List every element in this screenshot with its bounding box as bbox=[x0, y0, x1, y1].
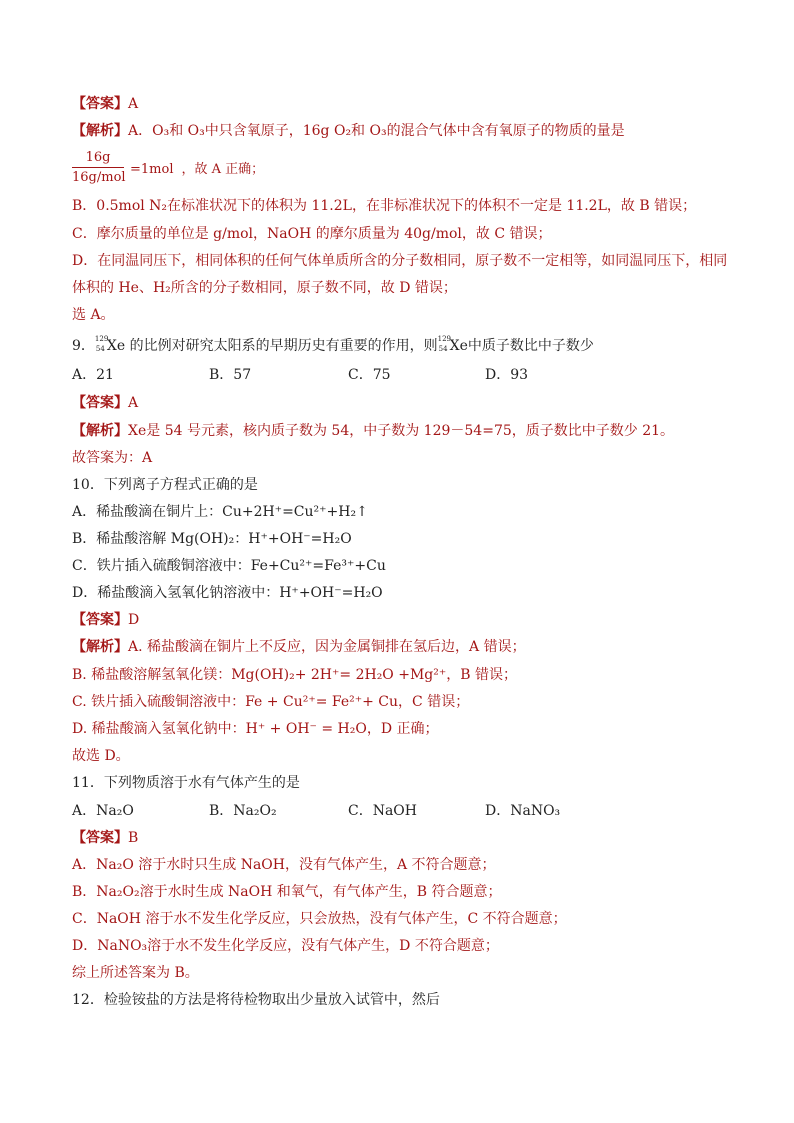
option-d: D．NaNO₃ bbox=[485, 803, 561, 819]
fraction-denominator: 16g/mol bbox=[72, 170, 126, 185]
question-text-2: 中质子数比中子数少 bbox=[467, 338, 594, 354]
q9-question bbox=[72, 336, 594, 356]
q10-analysis-d: D. 稀盐酸滴入氢氧化钠中：H⁺ + OH⁻ = H₂O，D 正确； bbox=[72, 721, 439, 737]
q11-analysis-d: D．NaNO₃溶于水不发生化学反应，没有气体产生，D 不符合题意； bbox=[72, 938, 499, 954]
analysis-text: A．O₃和 O₃中只含氧原子，16g O₂和 O₃的混合气体中含有氧原子的物质的量是 bbox=[128, 123, 625, 139]
q10-question: 10．下列离子方程式正确的是 bbox=[72, 477, 258, 493]
q8-conclusion: 选 A。 bbox=[72, 307, 115, 323]
option-a: A．21 bbox=[72, 367, 114, 383]
q10-option-d: D．稀盐酸滴入氢氧化钠溶液中：H⁺+OH⁻=H₂O bbox=[72, 585, 383, 601]
q8-analysis-a bbox=[72, 121, 625, 141]
option-d: D．93 bbox=[485, 367, 529, 383]
q11-question: 11．下列物质溶于水有气体产生的是 bbox=[72, 775, 300, 791]
isotope-notation: 129 54 bbox=[437, 335, 452, 353]
q11-analysis-a: A．Na₂O 溶于水时只生成 NaOH，没有气体产生，A 不符合题意； bbox=[72, 857, 496, 873]
answer-tag: 【答案】 bbox=[72, 612, 128, 628]
isotope-symbol: Xe bbox=[449, 338, 468, 354]
q11-conclusion: 综上所述答案为 B。 bbox=[72, 965, 199, 981]
q10-option-a: A．稀盐酸滴在铜片上：Cu+2H⁺=Cu²⁺+H₂↑ bbox=[72, 504, 368, 520]
answer-tag: 【答案】 bbox=[72, 96, 128, 112]
fraction-bar bbox=[72, 167, 124, 168]
q10-answer-line bbox=[72, 610, 139, 630]
analysis-tag: 【解析】 bbox=[72, 123, 128, 139]
isotope-notation: 129 54 bbox=[94, 335, 109, 353]
q9-analysis bbox=[72, 421, 674, 441]
fraction-numerator: 16g bbox=[85, 150, 111, 165]
q10-option-b: B．稀盐酸溶解 Mg(OH)₂：H⁺+OH⁻=H₂O bbox=[72, 531, 352, 547]
analysis-tag: 【解析】 bbox=[72, 639, 128, 655]
q12-question: 12．检验铵盐的方法是将待检物取出少量放入试管中，然后 bbox=[72, 992, 440, 1008]
answer-value: D bbox=[128, 612, 140, 628]
q11-analysis-c: C．NaOH 溶于水不发生化学反应，只会放热，没有气体产生，C 不符合题意； bbox=[72, 911, 567, 927]
q9-answer-line bbox=[72, 393, 138, 413]
isotope-symbol: Xe bbox=[106, 338, 126, 354]
q11-answer-line bbox=[72, 828, 138, 848]
q9-conclusion: 故答案为：A bbox=[72, 450, 153, 466]
answer-tag: 【答案】 bbox=[72, 830, 128, 846]
analysis-text: A. 稀盐酸滴在铜片上不反应，因为金属铜排在氢后边，A 错误； bbox=[128, 639, 526, 655]
q8-answer-line bbox=[72, 94, 138, 114]
q8-analysis-b: B．0.5mol N₂在标准状况下的体积为 11.2L，在非标准状况下的体积不一定是 11.2L，故 B 错误； bbox=[72, 198, 697, 214]
answer-value: A bbox=[128, 395, 139, 411]
option-b: B．57 bbox=[209, 367, 252, 383]
q11-analysis-b: B．Na₂O₂溶于水时生成 NaOH 和氧气，有气体产生，B 符合题意； bbox=[72, 884, 502, 900]
option-c: C．75 bbox=[348, 367, 391, 383]
q10-analysis-a bbox=[72, 637, 526, 657]
answer-value: A bbox=[128, 96, 139, 112]
answer-value: B bbox=[128, 830, 139, 846]
q10-analysis-b: B. 稀盐酸溶解氢氧化镁：Mg(OH)₂+ 2H⁺= 2H₂O +Mg²⁺，B 错误； bbox=[72, 667, 517, 683]
q8-analysis-d2: 体积的 He、H₂所含的分子数相同，原子数不同，故 D 错误； bbox=[72, 280, 457, 296]
option-b: B．Na₂O₂ bbox=[209, 803, 277, 819]
option-a: A．Na₂O bbox=[72, 803, 134, 819]
q10-option-c: C．铁片插入硫酸铜溶液中：Fe+Cu²⁺=Fe³⁺+Cu bbox=[72, 558, 386, 574]
q8-analysis-c: C．摩尔质量的单位是 g/mol，NaOH 的摩尔质量为 40g/mol，故 C 错误； bbox=[72, 226, 552, 242]
q10-conclusion: 故选 D。 bbox=[72, 748, 130, 764]
fraction-result: =1mol ，故 A 正确； bbox=[130, 162, 265, 177]
analysis-tag: 【解析】 bbox=[72, 423, 128, 439]
answer-tag: 【答案】 bbox=[72, 395, 128, 411]
question-number: 9． bbox=[72, 338, 95, 354]
q10-analysis-c: C. 铁片插入硫酸铜溶液中：Fe + Cu²⁺= Fe²⁺+ Cu，C 错误； bbox=[72, 694, 470, 710]
q9-options bbox=[72, 365, 732, 385]
q8-analysis-d1: D．在同温同压下，相同体积的任何气体单质所含的分子数相同，原子数不一定相等，如同温同压下，相同 bbox=[72, 253, 728, 269]
analysis-text: Xe是 54 号元素，核内质子数为 54，中子数为 129－54=75，质子数比中子数少 21。 bbox=[128, 423, 675, 439]
q11-options bbox=[72, 801, 732, 821]
option-c: C．NaOH bbox=[348, 803, 417, 819]
question-text-1: 的比例对研究太阳系的早期历史有重要的作用，则 bbox=[129, 338, 438, 354]
